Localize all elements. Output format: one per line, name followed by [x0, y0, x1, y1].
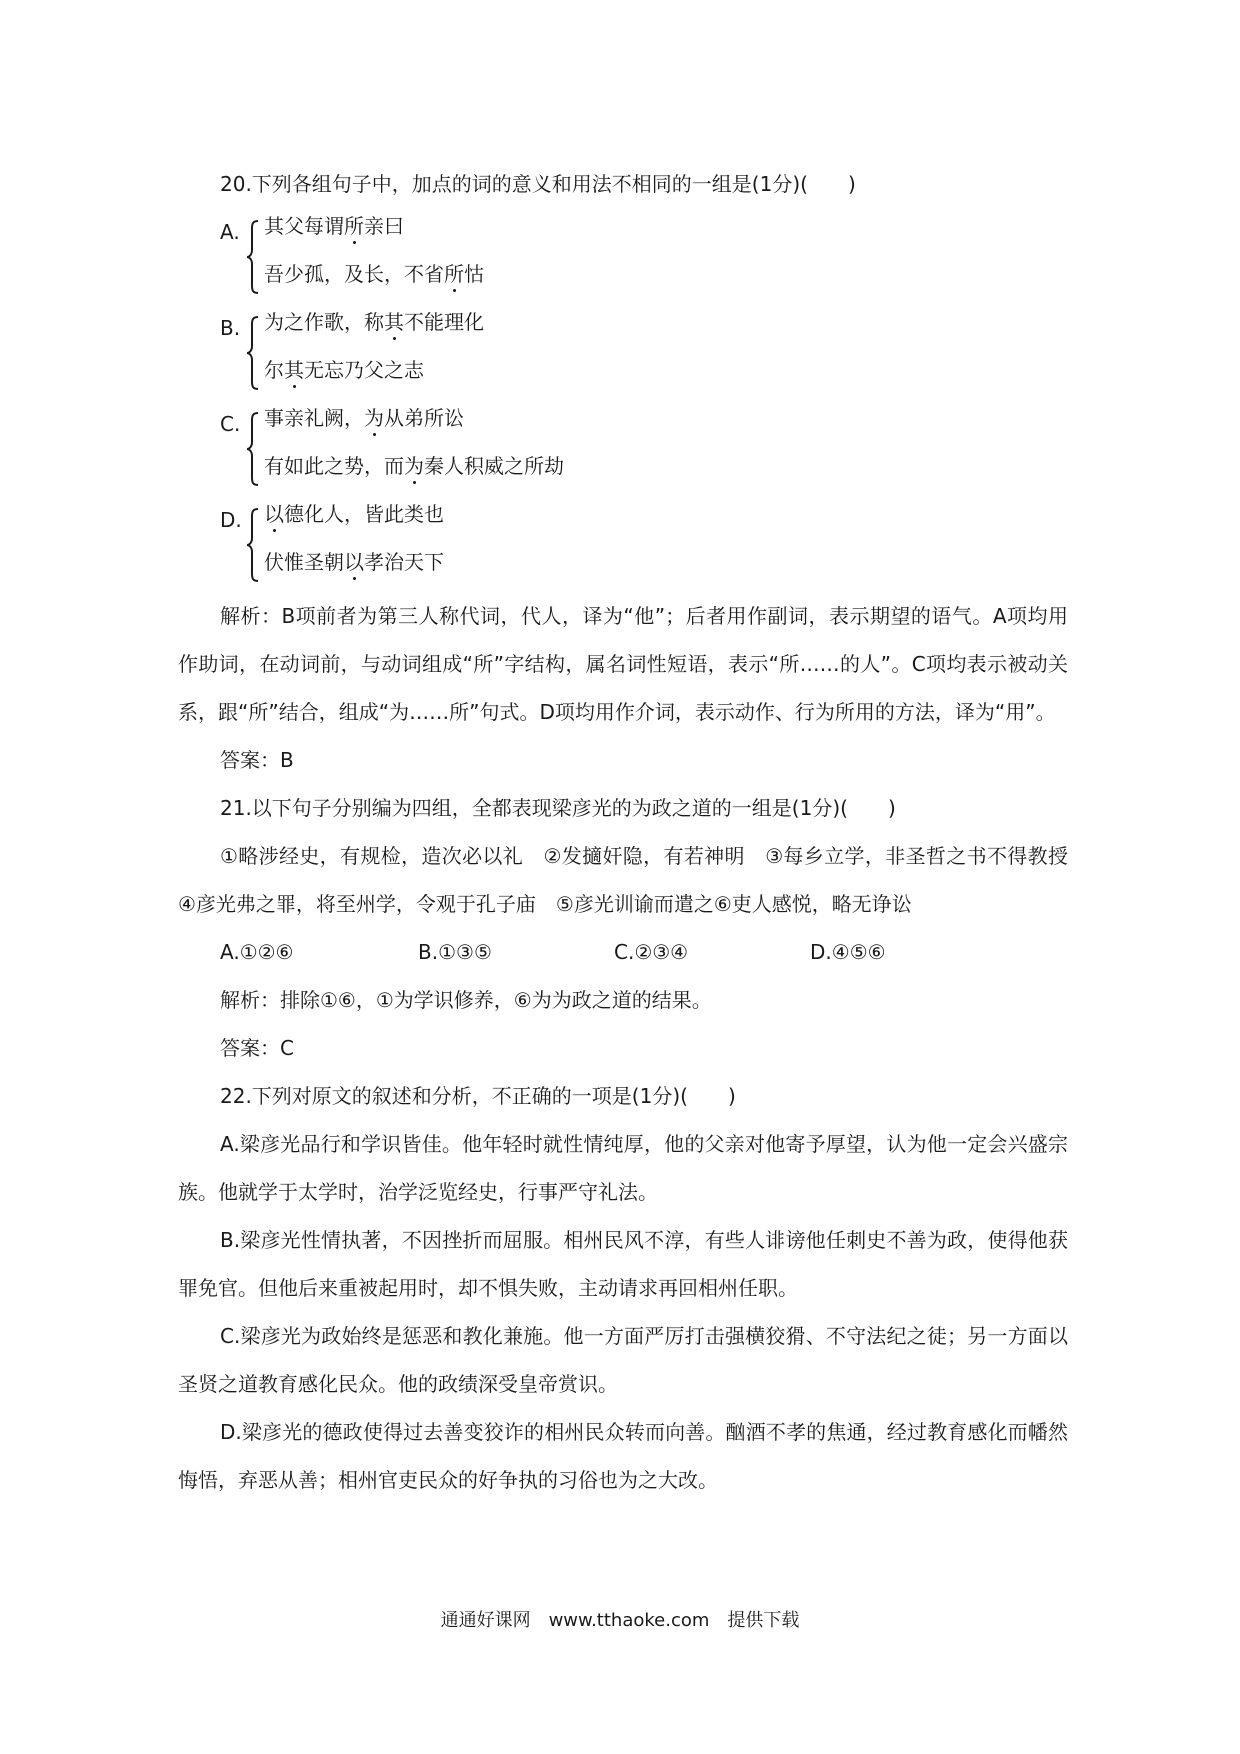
q22-option-b: B.梁彦光性情执著，不因挫折而屈服。相州民风不淳，有些人诽谤他任刺史不善为政，使得他获罪免官。但他后来重被起用时，却不惧失败，主动请求再回相州任职。	[178, 1228, 1068, 1300]
emphasized-char: 所	[344, 214, 364, 238]
brace-icon	[246, 220, 260, 294]
option-line-2: 有如此之势，而为秦人积威之所劫	[264, 454, 564, 478]
option-line-1: 以德化人，皆此类也	[264, 502, 444, 526]
q21-analysis: 解析：排除①⑥，①为学识修养，⑥为为政之道的结果。	[220, 988, 712, 1012]
brace-icon	[246, 316, 260, 390]
q20-option-a	[220, 208, 1068, 304]
q21-title: 21.以下句子分别编为四组，全都表现梁彦光的为政之道的一组是(1分)( )	[220, 796, 896, 820]
emphasized-char: 为	[364, 406, 384, 430]
document-page	[178, 160, 1088, 1504]
brace-icon	[246, 508, 260, 582]
option-letter: A.	[220, 220, 240, 244]
q20-answer: 答案：B	[220, 748, 294, 772]
q22-option-a: A.梁彦光品行和学识皆佳。他年轻时就性情纯厚，他的父亲对他寄予厚望，认为他一定会兴盛宗族。他就学于太学时，治学泛览经史，行事严守礼法。	[178, 1132, 1068, 1204]
emphasized-char: 其	[384, 310, 404, 334]
q22-title: 22.下列对原文的叙述和分析，不正确的一项是(1分)( )	[220, 1084, 736, 1108]
q22-option-c: C.梁彦光为政始终是惩恶和教化兼施。他一方面严厉打击强横狡猾、不守法纪之徒；另一方面以圣贤之道教育感化民众。他的政绩深受皇帝赏识。	[178, 1324, 1068, 1396]
option-line-1: 事亲礼阙，为从弟所讼	[264, 406, 464, 430]
choice-c: C.②③④	[614, 940, 689, 964]
emphasized-char: 其	[284, 358, 304, 382]
option-line-1: 其父每谓所亲曰	[264, 214, 404, 238]
q20-option-d	[220, 496, 1068, 592]
q20-option-c	[220, 400, 1068, 496]
q20-analysis: 解析：B项前者为第三人称代词，代人，译为“他”；后者用作副词，表示期望的语气。A项均用作助词，在动词前，与动词组成“所”字结构，属名词性短语，表示“所……的人”。C项均表示被动关系，跟“所”结合，组成“为……所”句式。D项均用作介词，表示动作、行为所用的方法，译为“用”。	[178, 604, 1068, 724]
option-letter: B.	[220, 316, 241, 340]
option-line-1: 为之作歌，称其不能理化	[264, 310, 484, 334]
brace-icon	[246, 412, 260, 486]
option-line-2: 吾少孤，及长，不省所怙	[264, 262, 484, 286]
emphasized-char: 为	[404, 454, 424, 478]
choice-a: A.①②⑥	[220, 940, 294, 964]
emphasized-char: 以	[344, 550, 364, 574]
option-letter: D.	[220, 508, 242, 532]
q21-answer: 答案：C	[220, 1036, 294, 1060]
page-footer: 通通好课网 www.tthaoke.com 提供下载	[440, 1610, 800, 1631]
option-line-2: 伏惟圣朝以孝治天下	[264, 550, 444, 574]
emphasized-char: 所	[444, 262, 464, 286]
option-letter: C.	[220, 412, 241, 436]
q21-choices	[220, 928, 1068, 976]
choice-b: B.①③⑤	[418, 940, 492, 964]
choice-d: D.④⑤⑥	[810, 940, 886, 964]
q21-items: ①略涉经史，有规检，造次必以礼 ②发擿奸隐，有若神明 ③每乡立学，非圣哲之书不得教授 ④彦光弗之罪，将至州学，令观于孔子庙 ⑤彦光训谕而遣之⑥吏人感悦，略无诤讼	[178, 844, 1088, 916]
option-line-2: 尔其无忘乃父之志	[264, 358, 424, 382]
q20-option-b	[220, 304, 1068, 400]
q20-title: 20.下列各组句子中，加点的词的意义和用法不相同的一组是(1分)( )	[220, 172, 856, 196]
q22-option-d: D.梁彦光的德政使得过去善变狡诈的相州民众转而向善。酗酒不孝的焦通，经过教育感化而幡然悔悟，弃恶从善；相州官吏民众的好争执的习俗也为之大改。	[178, 1420, 1068, 1492]
emphasized-char: 以	[264, 502, 284, 526]
